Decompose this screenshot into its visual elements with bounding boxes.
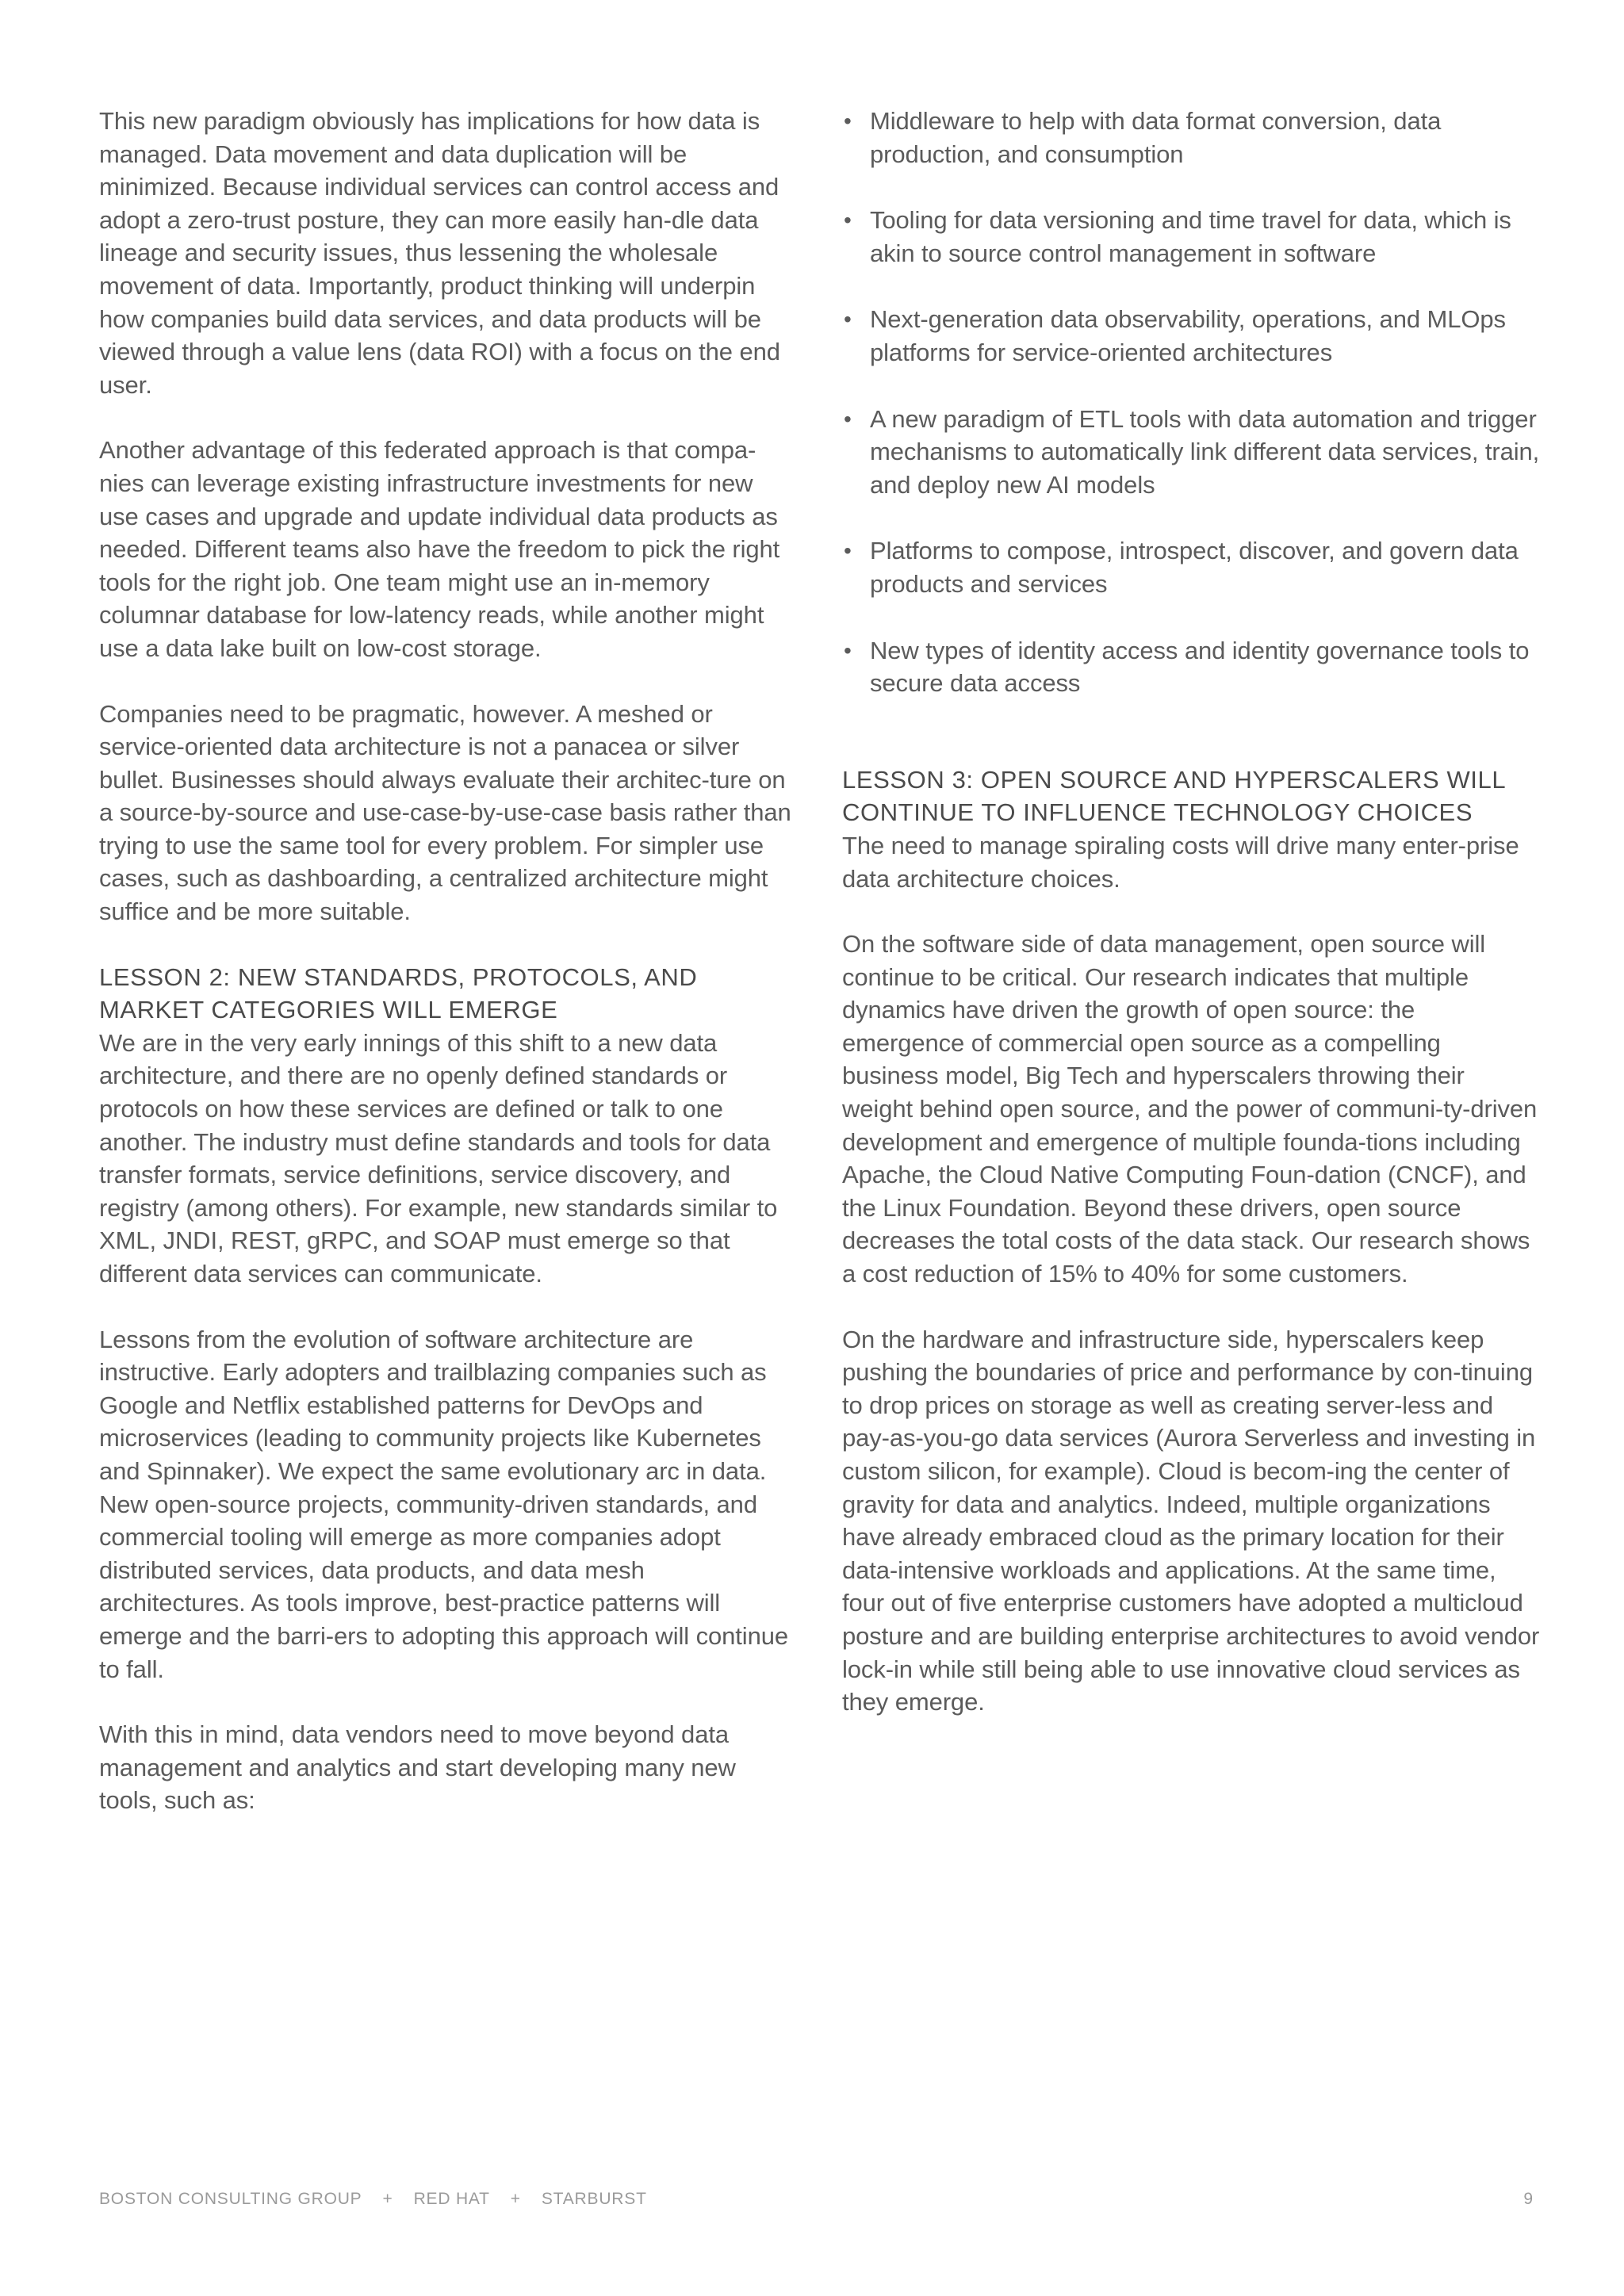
bullet-icon: • (844, 637, 852, 663)
list-item-text: Platforms to compose, introspect, discover, and govern data products and services (870, 537, 1519, 598)
paragraph-early-innings: We are in the very early innings of this shift to a new data architecture, and there are no openly defined standards or protocols on how these services are defined or talk to one another. The industry must define standards and tools for data transfer formats, service definitions, service discovery, and registry (among others). For example, new standards similar to XML, JNDI, REST, gRPC, and SOAP must emerge so that different data services can communicate. (99, 1028, 778, 1288)
footer-org-bcg: BOSTON CONSULTING GROUP (99, 2190, 362, 2208)
list-item-text: Middleware to help with data format conversion, data production, and consumption (870, 107, 1442, 168)
list-item (842, 204, 1540, 270)
right-column (842, 105, 1540, 1751)
bullet-icon: • (844, 208, 852, 233)
tools-list (842, 105, 1540, 700)
paragraph-evolution: Lessons from the evolution of software architecture are instructive. Early adopters and trailblazing companies such as Google and Netflix established patterns for DevOps and microservices (leading to community projects like Kubernetes and Spinnaker). We expect the same evolutionary arc in data. New open-source projects, community-driven standards, and commercial tooling will emerge as more companies adopt distributed services, data products, and data mesh architectures. As tools improve, best-practice patterns will emerge and the barri-ers to adopting this approach will continue to fall. (99, 1325, 789, 1683)
list-item-text: A new paradigm of ETL tools with data automation and trigger mechanisms to automatically link different data services, train, and deploy new AI models (870, 404, 1540, 499)
page-number: 9 (1523, 2190, 1533, 2208)
list-item-text: New types of identity access and identity governance tools to secure data access (870, 636, 1530, 698)
footer-separator: + (382, 2190, 393, 2208)
lesson-3-heading: LESSON 3: OPEN SOURCE AND HYPERSCALERS WILL CONTINUE TO INFLUENCE TECHNOLOGY CHOICES (842, 765, 1506, 827)
bullet-icon: • (844, 538, 852, 564)
footer-separator: + (510, 2190, 521, 2208)
left-column (99, 105, 797, 1850)
list-item (842, 534, 1540, 600)
bullet-icon: • (844, 406, 852, 431)
list-item (842, 634, 1540, 700)
lesson-3-section (842, 763, 1540, 1719)
lesson-2-section (99, 961, 797, 1817)
list-item (842, 105, 1540, 170)
lesson-2-heading: LESSON 2: NEW STANDARDS, PROTOCOLS, AND MARKET CATEGORIES WILL EMERGE (99, 962, 698, 1024)
list-item-text: Tooling for data versioning and time travel for data, which is akin to source control management in software (870, 206, 1511, 267)
list-item (842, 303, 1540, 369)
paragraph-hyperscalers: On the hardware and infrastructure side, hyperscalers keep pushing the boundaries of price and performance by con-tinuing to drop prices on storage as well as creating server-less and pay-as-you-go data services (Aurora Serverless and investing in custom silicon, for example). Cloud is becom-ing the center of gravity for data and analytics. Indeed, multiple organizations have already embraced cloud as the primary location for their data-intensive workloads and applications. At the same time, four out of five enterprise customers have adopted a multicloud posture and are building enterprise architectures to avoid vendor lock-in while still being able to use innovative cloud services as they emerge. (842, 1325, 1540, 1716)
paragraph-federated-approach: Another advantage of this federated approach is that compa-nies can leverage existing infrastructure investments for new use cases and upgrade and update individual data products as needed. Different teams also have the freedom to pick the right tools for the right job. One team might use an in-memory columnar database for low-latency reads, while another might use a data lake built on low-cost storage. (99, 436, 780, 662)
paragraph-paradigm: This new paradigm obviously has implications for how data is managed. Data movement and data duplication will be minimized. Because individual services can control access and adopt a zero-trust posture, they can more easily han-dle data lineage and security issues, thus lessening the wholesale movement of data. Importantly, product thinking will underpin how companies build data services, and data products will be viewed through a value lens (data ROI) with a focus on the end user. (99, 107, 780, 399)
paragraph-spiraling-costs: The need to manage spiraling costs will drive many enter-prise data architecture choices. (842, 831, 1519, 893)
footer-org-redhat: RED HAT (413, 2190, 490, 2208)
paragraph-open-source: On the software side of data management, open source will continue to be critical. Our research indicates that multiple dynamics have driven the growth of open source: the emergence of commercial open source as a compelling business model, Big Tech and hyperscalers throwing their weight behind open source, and the power of communi-ty-driven development and emergence of multiple founda-tions including Apache, the Cloud Native Computing Foun-dation (CNCF), and the Linux Foundation. Beyond these drivers, open source decreases the total costs of the data stack. Our research shows a cost reduction of 15% to 40% for some customers. (842, 930, 1538, 1288)
bullet-icon: • (844, 307, 852, 332)
list-item (842, 403, 1540, 502)
footer-org-starburst: STARBURST (541, 2190, 647, 2208)
paragraph-pragmatic: Companies need to be pragmatic, however. A meshed or service-oriented data architecture is not a panacea or silver bullet. Businesses should always evaluate their architec-ture on a source-by-source and use-case-by-use-case basis rather than trying to use the same tool for every problem. For simpler use cases, such as dashboarding, a centralized architecture might suffice and be more suitable. (99, 699, 791, 926)
page-footer (99, 2190, 1542, 2221)
list-item-text: Next-generation data observability, operations, and MLOps platforms for service-oriented architectures (870, 305, 1506, 366)
bullet-icon: • (844, 109, 852, 133)
paragraph-new-tools-intro: With this in mind, data vendors need to move beyond data management and analytics and start developing many new tools, such as: (99, 1720, 736, 1815)
